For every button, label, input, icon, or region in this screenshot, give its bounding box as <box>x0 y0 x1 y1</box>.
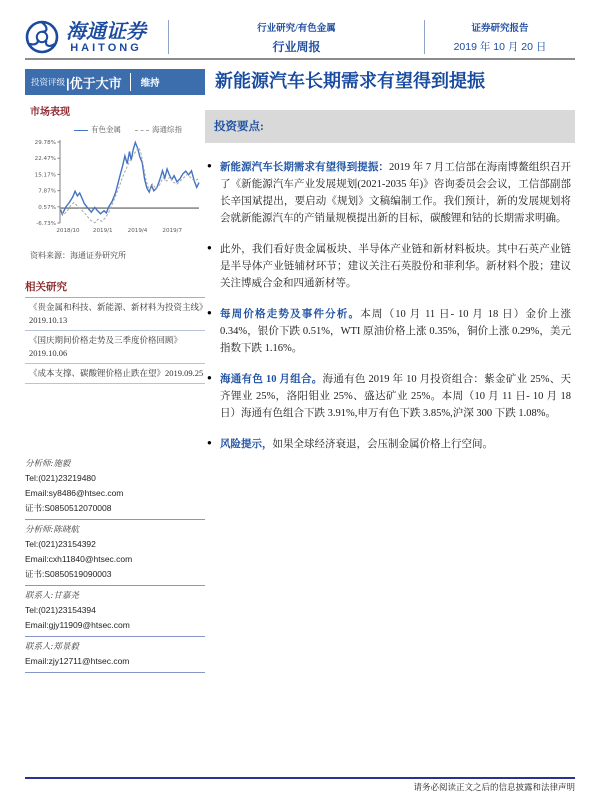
brand-name-cn: 海通证券 <box>66 18 146 43</box>
contact-name: 联系人:郑景毅 <box>25 641 79 651</box>
category-line: 行业研究/有色金属 <box>257 23 336 34</box>
bullet-text: 如果全球经济衰退，会压制金属价格上行空间。 <box>272 439 493 450</box>
contact-email[interactable]: Email:gjy11909@htsec.com <box>25 620 130 630</box>
analyst-name: 分析师:陈晓航 <box>25 524 79 534</box>
analyst-tel: Tel:(021)23219480 <box>25 473 96 483</box>
highlights-heading: 投资要点: <box>214 121 264 133</box>
contact-tel: Tel:(021)23154394 <box>25 605 96 615</box>
footer-rule <box>25 777 575 779</box>
legend-label: 有色金属 <box>91 125 121 134</box>
chart-legend <box>51 124 205 135</box>
bullet-dot-icon: ● <box>207 161 212 170</box>
brand-logo <box>25 20 168 54</box>
analyst-cert: 证书:S0850512070008 <box>25 503 112 513</box>
bullet-dot-icon: ● <box>207 243 212 252</box>
bullet-text: 此外，我们看好贵金属板块、半导体产业链和新材料板块。其中石英产业链是半导体产业链辅材环节；建议关注石英股份和菲利华。新材料个股；建议关注博威合金和四通新材等。 <box>220 244 571 289</box>
bullet-lead: 风险提示， <box>220 439 273 450</box>
svg-text:-6.73%: -6.73% <box>36 221 56 227</box>
line-swatch-icon <box>74 130 88 131</box>
related-research-item[interactable]: 《贵金属和科技、新能源、新材料为投资主线》2019.10.13 <box>25 298 205 331</box>
sidebar <box>25 103 208 673</box>
rating-divider <box>130 73 131 91</box>
investment-rating-bar <box>25 69 205 95</box>
bullet-item <box>205 306 571 357</box>
svg-text:22.47%: 22.47% <box>34 156 56 163</box>
analyst-card <box>25 454 205 520</box>
market-performance-chart <box>27 124 205 244</box>
legend-label: 海通综指 <box>152 125 182 134</box>
bullet-lead: 新能源汽车长期需求有望得到提振： <box>220 162 389 173</box>
bullet-lead: 海通有色 10 月组合。 <box>220 374 323 385</box>
bullet-dot-icon: ● <box>207 438 212 447</box>
highlights-list <box>205 159 575 453</box>
bullet-lead: 每周价格走势及事件分析。 <box>220 309 361 320</box>
bullet-item <box>205 436 571 453</box>
main-content <box>205 110 575 467</box>
bullet-text: 海通有色 2019 年 10 月投资组合：紫金矿业 25%、天齐锂业 25%，洛阳钼业 25%、盛达矿业 25%。本周（10 月 11 日- 10 月 18 日）海通有色组合下跌 3.91%,申万有色下跌 3.85%,沪深 300 下跌 1.08%。 <box>220 374 572 419</box>
report-date: 2019 年 10 月 20 日 <box>453 41 547 53</box>
bullet-text: 本周（10 月 11 日- 10 月 18 日）金价上涨 0.34%，银价下跌 0.51%，WTI 原油价格上涨 0.35%，铜价上涨 0.29%，美元指数下跌 1.16%。 <box>220 309 572 354</box>
brand-name-en: HAITONG <box>70 41 142 54</box>
contact-email[interactable]: Email:zjy12711@htsec.com <box>25 656 130 666</box>
related-research-heading: 相关研究 <box>25 279 205 298</box>
related-item-date: 2019.10.13 <box>29 315 68 325</box>
report-header <box>25 16 575 60</box>
analyst-email[interactable]: Email:sy8486@htsec.com <box>25 488 124 498</box>
page-title: 新能源汽车长期需求有望得到提振 <box>215 71 485 91</box>
contact-name: 联系人:甘嘉尧 <box>25 590 79 600</box>
header-meta <box>425 20 575 54</box>
analyst-card <box>25 520 205 586</box>
bullet-text: 2019 年 7 月工信部在海南博鳌组织召开了《新能源汽车产业发展规划(2021-2035 年)》咨询委员会会议，工信部副部长辛国斌提出，要启动《规划》文稿编制工作。我们预计，新的发展规划将会就新能源汽车的产销量规模提出新的目标，碳酸锂和钴的长期需求明确。 <box>220 162 571 224</box>
analyst-cert: 证书:S0850519090003 <box>25 569 112 579</box>
bullet-item <box>205 241 571 292</box>
haitong-emblem-icon <box>25 20 59 54</box>
related-research-item[interactable]: 《国庆期间价格走势及三季度价格回顾》2019.10.06 <box>25 331 205 364</box>
rating-label: 投资评级 <box>31 77 66 87</box>
report-label: 证券研究报告 <box>471 24 529 34</box>
bullet-dot-icon: ● <box>207 373 212 382</box>
contact-card <box>25 637 205 673</box>
analyst-email[interactable]: Email:cxh11840@htsec.com <box>25 554 133 564</box>
related-research-item[interactable]: 《成本支撑、碳酸锂价格止跌在望》2019.09.25 <box>25 364 205 384</box>
contact-card <box>25 586 205 637</box>
svg-text:2019/4: 2019/4 <box>127 228 148 234</box>
bullet-item <box>205 159 571 227</box>
header-category <box>169 20 424 55</box>
svg-text:29.78%: 29.78% <box>34 140 56 146</box>
analyst-name: 分析师:施毅 <box>25 458 71 468</box>
chart-source-note: 资料来源：海通证券研究所 <box>30 251 126 260</box>
svg-text:15.17%: 15.17% <box>34 172 56 179</box>
bullet-item <box>205 371 571 422</box>
related-item-date: 2019.10.06 <box>29 348 68 358</box>
analyst-tel: Tel:(021)23154392 <box>25 539 96 549</box>
legend-entry <box>135 124 182 135</box>
bullet-dot-icon: ● <box>207 308 212 317</box>
market-performance-heading: 市场表现 <box>30 107 70 118</box>
contacts-block <box>25 454 205 673</box>
svg-text:7.87%: 7.87% <box>38 188 56 195</box>
rating-value: |优于大市 <box>66 75 122 91</box>
legend-entry <box>74 124 121 135</box>
svg-text:0.57%: 0.57% <box>38 204 56 211</box>
dashed-line-swatch-icon <box>135 130 149 131</box>
svg-text:2018/10: 2018/10 <box>56 228 80 234</box>
related-item-date: 2019.09.25 <box>165 368 204 378</box>
report-type: 行业周报 <box>272 39 321 54</box>
svg-text:2019/7: 2019/7 <box>162 228 183 234</box>
rating-status: 维持 <box>140 78 160 89</box>
svg-text:2019/1: 2019/1 <box>92 228 113 234</box>
investment-highlights-band <box>205 110 575 143</box>
market-chart-svg <box>27 135 205 239</box>
footer-disclaimer: 请务必阅读正文之后的信息披露和法律声明 <box>413 782 575 792</box>
